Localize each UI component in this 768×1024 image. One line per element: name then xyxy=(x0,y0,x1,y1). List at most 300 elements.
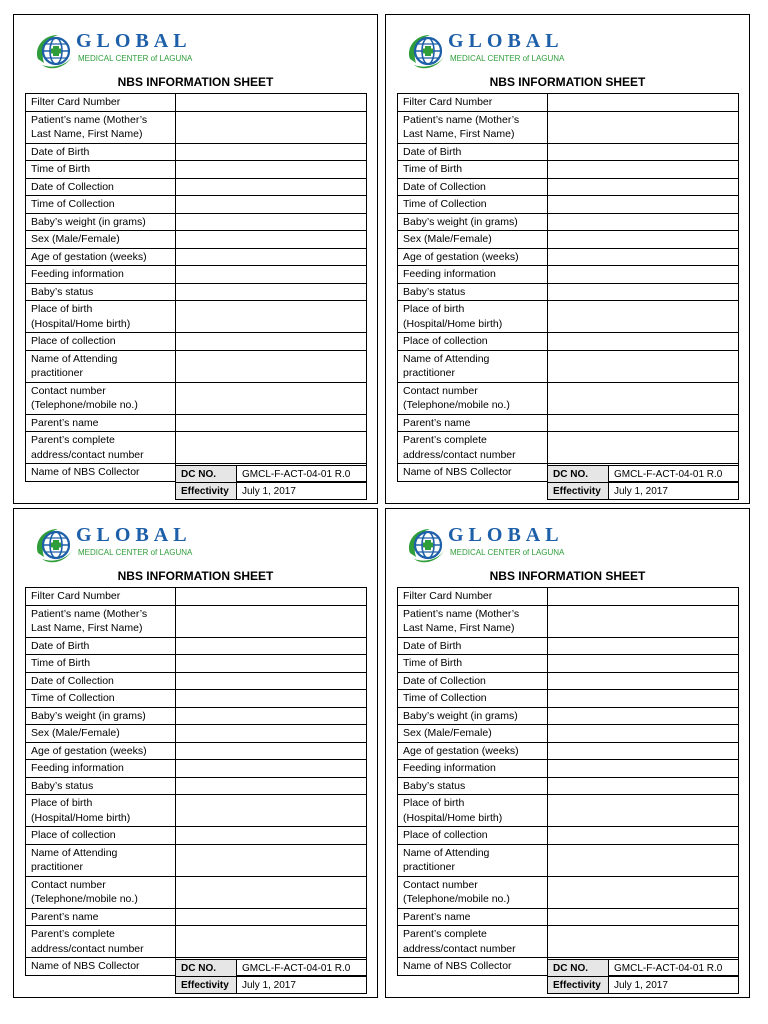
effectivity-value: July 1, 2017 xyxy=(237,483,367,500)
field-value-cell[interactable] xyxy=(175,111,366,143)
field-value-cell[interactable] xyxy=(175,795,366,827)
field-value-cell[interactable] xyxy=(175,655,366,673)
globe-logo-icon xyxy=(32,523,76,567)
field-value-cell[interactable] xyxy=(175,301,366,333)
doc-control-table xyxy=(547,959,739,994)
form-row xyxy=(398,655,739,673)
field-value-cell[interactable] xyxy=(547,908,738,926)
form-row xyxy=(26,266,367,284)
field-label xyxy=(26,958,176,976)
form-row xyxy=(26,588,367,606)
field-value-cell[interactable] xyxy=(175,283,366,301)
field-value-cell[interactable] xyxy=(547,143,738,161)
field-label-line: Last Name, First Name) xyxy=(403,622,515,634)
field-label-line: Contact number xyxy=(403,384,478,397)
field-label-line: (Telephone/mobile no.) xyxy=(403,893,510,905)
field-value-cell[interactable] xyxy=(547,350,738,382)
card-1 xyxy=(13,14,378,504)
field-label-line: Baby’s weight (in grams) xyxy=(403,709,518,722)
form-row xyxy=(398,432,739,464)
logo-name: GLOBAL xyxy=(76,30,192,52)
field-label-line: Time of Birth xyxy=(31,163,91,175)
field-value-cell[interactable] xyxy=(175,143,366,161)
field-value-cell[interactable] xyxy=(547,231,738,249)
field-label-line: practitioner xyxy=(31,367,83,379)
form-row xyxy=(26,161,367,179)
field-label-line: Sex (Male/Female) xyxy=(403,233,492,245)
field-value-cell[interactable] xyxy=(547,196,738,214)
field-value-cell[interactable] xyxy=(175,94,366,112)
form-row xyxy=(398,827,739,845)
form-row xyxy=(398,333,739,351)
logo-subtitle: MEDICAL CENTER of LAGUNA xyxy=(450,548,565,557)
field-label-line: Age of gestation (weeks) xyxy=(31,250,147,263)
field-label-line: Baby’s weight (in grams) xyxy=(31,709,146,722)
field-value-cell[interactable] xyxy=(175,926,366,958)
field-label xyxy=(26,432,176,464)
form-row xyxy=(398,266,739,284)
card-3 xyxy=(13,508,378,998)
form-row xyxy=(398,283,739,301)
field-label xyxy=(398,213,548,231)
field-label-line: (Telephone/mobile no.) xyxy=(31,399,138,411)
card-4 xyxy=(385,508,750,998)
field-label-line: Filter Card Number xyxy=(403,96,493,108)
form-row xyxy=(26,432,367,464)
field-label-line: Contact number xyxy=(31,878,106,891)
field-value-cell[interactable] xyxy=(547,637,738,655)
field-label xyxy=(26,672,176,690)
field-label xyxy=(398,637,548,655)
field-label-line: Place of collection xyxy=(31,829,116,841)
field-label-line: Name of Attending xyxy=(403,846,490,859)
field-label-line: practitioner xyxy=(31,861,83,873)
form-row xyxy=(26,248,367,266)
globe-logo-icon xyxy=(404,29,448,73)
field-label-line: Baby’s weight (in grams) xyxy=(403,215,518,228)
field-value-cell[interactable] xyxy=(547,777,738,795)
field-value-cell[interactable] xyxy=(175,432,366,464)
field-label-line: Patient’s name (Mother’s xyxy=(403,113,520,126)
field-label-line: Date of Birth xyxy=(31,639,90,652)
effectivity-row xyxy=(176,977,367,994)
field-label-line: Date of Collection xyxy=(403,180,486,193)
field-label xyxy=(26,248,176,266)
field-label-line: practitioner xyxy=(403,861,455,873)
field-label-line: Parent’s name xyxy=(31,416,99,429)
field-label-line: Feeding information xyxy=(31,268,124,280)
dc-no-value: GMCL-F-ACT-04-01 R.0 xyxy=(609,960,739,977)
form-row xyxy=(398,690,739,708)
field-label xyxy=(398,301,548,333)
form-row xyxy=(26,844,367,876)
form-row xyxy=(26,350,367,382)
field-value-cell[interactable] xyxy=(175,760,366,778)
form-row xyxy=(26,876,367,908)
logo xyxy=(404,523,574,569)
form-row xyxy=(398,231,739,249)
field-value-cell[interactable] xyxy=(175,742,366,760)
doc-control-table xyxy=(175,959,367,994)
form-row xyxy=(26,213,367,231)
form-row xyxy=(26,655,367,673)
field-label xyxy=(26,161,176,179)
field-label xyxy=(26,178,176,196)
field-label xyxy=(26,637,176,655)
field-label xyxy=(26,333,176,351)
field-label xyxy=(26,231,176,249)
field-label-line: Contact number xyxy=(31,384,106,397)
field-label-line: address/contact number xyxy=(403,942,516,955)
field-label-line: Parent’s complete xyxy=(403,928,487,940)
dc-no-label: DC NO. xyxy=(548,960,609,977)
field-value-cell[interactable] xyxy=(175,350,366,382)
form-row xyxy=(26,690,367,708)
dc-row xyxy=(548,960,739,977)
field-label xyxy=(26,111,176,143)
field-value-cell[interactable] xyxy=(175,827,366,845)
field-label xyxy=(26,760,176,778)
field-label xyxy=(398,742,548,760)
dc-row xyxy=(548,466,739,483)
form-row xyxy=(26,196,367,214)
field-value-cell[interactable] xyxy=(175,213,366,231)
effectivity-value: July 1, 2017 xyxy=(609,977,739,994)
field-label-line: Baby’s status xyxy=(31,285,94,298)
field-label-line: Patient’s name (Mother’s xyxy=(31,113,148,126)
form-row xyxy=(398,301,739,333)
field-value-cell[interactable] xyxy=(547,876,738,908)
field-label xyxy=(26,414,176,432)
field-label xyxy=(398,464,548,482)
field-label xyxy=(398,333,548,351)
field-label-line: Baby’s weight (in grams) xyxy=(31,215,146,228)
field-value-cell[interactable] xyxy=(547,655,738,673)
field-value-cell[interactable] xyxy=(175,178,366,196)
form-row xyxy=(398,350,739,382)
field-value-cell[interactable] xyxy=(547,707,738,725)
field-label-line: Last Name, First Name) xyxy=(31,128,143,140)
field-value-cell[interactable] xyxy=(175,588,366,606)
field-value-cell[interactable] xyxy=(547,333,738,351)
info-form-table xyxy=(397,587,739,976)
field-value-cell[interactable] xyxy=(547,926,738,958)
field-label xyxy=(398,111,548,143)
field-label xyxy=(398,178,548,196)
form-row xyxy=(398,588,739,606)
dc-no-label: DC NO. xyxy=(176,960,237,977)
field-label-line: Time of Birth xyxy=(403,657,463,669)
info-form-table xyxy=(25,93,367,482)
logo-subtitle: MEDICAL CENTER of LAGUNA xyxy=(78,548,193,557)
field-value-cell[interactable] xyxy=(547,588,738,606)
field-label-line: Sex (Male/Female) xyxy=(31,233,120,245)
field-label-line: Date of Birth xyxy=(31,145,90,158)
field-label xyxy=(398,605,548,637)
sheet-title: NBS INFORMATION SHEET xyxy=(117,75,274,89)
card-2 xyxy=(385,14,750,504)
field-label xyxy=(398,350,548,382)
field-label-line: Patient’s name (Mother’s xyxy=(403,607,520,620)
field-label-line: Last Name, First Name) xyxy=(403,128,515,140)
field-label-line: Place of collection xyxy=(31,335,116,347)
field-label-line: Parent’s complete xyxy=(31,434,115,446)
field-label-line: address/contact number xyxy=(31,448,144,461)
field-label-line: Place of birth xyxy=(403,797,465,809)
field-label xyxy=(26,827,176,845)
logo xyxy=(32,523,202,569)
field-value-cell[interactable] xyxy=(547,432,738,464)
form-row xyxy=(26,707,367,725)
field-label-line: address/contact number xyxy=(31,942,144,955)
field-label xyxy=(398,760,548,778)
field-label-line: Parent’s name xyxy=(403,416,471,429)
field-label-line: Place of birth xyxy=(31,303,93,315)
field-label xyxy=(398,283,548,301)
form-row xyxy=(26,926,367,958)
field-value-cell[interactable] xyxy=(175,414,366,432)
form-row xyxy=(26,178,367,196)
form-row xyxy=(26,231,367,249)
field-label-line: Age of gestation (weeks) xyxy=(31,744,147,757)
field-value-cell[interactable] xyxy=(175,844,366,876)
field-label-line: Patient’s name (Mother’s xyxy=(31,607,148,620)
field-label xyxy=(26,382,176,414)
form-row xyxy=(398,844,739,876)
field-label-line: Baby’s status xyxy=(31,779,94,792)
dc-no-label: DC NO. xyxy=(548,466,609,483)
field-label xyxy=(398,908,548,926)
field-label xyxy=(398,777,548,795)
field-value-cell[interactable] xyxy=(547,414,738,432)
field-value-cell[interactable] xyxy=(175,605,366,637)
form-row xyxy=(26,143,367,161)
field-label-line: Last Name, First Name) xyxy=(31,622,143,634)
field-label xyxy=(26,690,176,708)
field-value-cell[interactable] xyxy=(547,161,738,179)
form-row xyxy=(26,725,367,743)
field-value-cell[interactable] xyxy=(547,605,738,637)
logo-name: GLOBAL xyxy=(448,30,564,52)
field-label xyxy=(26,707,176,725)
field-value-cell[interactable] xyxy=(547,178,738,196)
field-label xyxy=(26,196,176,214)
effectivity-value: July 1, 2017 xyxy=(237,977,367,994)
form-row xyxy=(398,161,739,179)
field-label-line: (Hospital/Home birth) xyxy=(403,317,503,330)
form-row xyxy=(398,178,739,196)
field-value-cell[interactable] xyxy=(175,908,366,926)
field-label-line: Contact number xyxy=(403,878,478,891)
doc-control-table xyxy=(547,465,739,500)
field-label xyxy=(398,876,548,908)
field-value-cell[interactable] xyxy=(547,795,738,827)
effectivity-label: Effectivity xyxy=(176,483,237,500)
field-label-line: Name of Attending xyxy=(31,352,118,365)
field-label xyxy=(398,958,548,976)
field-label-line: Place of collection xyxy=(403,829,488,841)
field-value-cell[interactable] xyxy=(547,283,738,301)
form-row xyxy=(398,414,739,432)
form-row xyxy=(398,248,739,266)
field-label xyxy=(26,725,176,743)
field-label-line: Time of Collection xyxy=(31,198,115,210)
field-label-line: Filter Card Number xyxy=(403,590,493,602)
field-value-cell[interactable] xyxy=(175,231,366,249)
field-label xyxy=(26,301,176,333)
field-value-cell[interactable] xyxy=(547,301,738,333)
field-value-cell[interactable] xyxy=(175,333,366,351)
field-label xyxy=(398,382,548,414)
form-row xyxy=(398,213,739,231)
field-label xyxy=(398,231,548,249)
field-value-cell[interactable] xyxy=(175,876,366,908)
field-label xyxy=(398,248,548,266)
field-label-line: Place of birth xyxy=(403,303,465,315)
field-value-cell[interactable] xyxy=(175,637,366,655)
field-value-cell[interactable] xyxy=(547,248,738,266)
effectivity-value: July 1, 2017 xyxy=(609,483,739,500)
doc-control-table xyxy=(175,465,367,500)
field-label-line: Time of Collection xyxy=(403,198,487,210)
dc-no-label: DC NO. xyxy=(176,466,237,483)
field-label xyxy=(26,266,176,284)
field-label xyxy=(26,213,176,231)
field-value-cell[interactable] xyxy=(175,266,366,284)
field-value-cell[interactable] xyxy=(547,742,738,760)
field-label-line: Time of Birth xyxy=(403,163,463,175)
effectivity-label: Effectivity xyxy=(548,977,609,994)
field-label xyxy=(398,795,548,827)
form-row xyxy=(398,111,739,143)
field-label xyxy=(398,690,548,708)
form-row xyxy=(398,707,739,725)
field-value-cell[interactable] xyxy=(547,94,738,112)
field-label-line: Time of Collection xyxy=(31,692,115,704)
field-label-line: Place of collection xyxy=(403,335,488,347)
dc-no-value: GMCL-F-ACT-04-01 R.0 xyxy=(237,466,367,483)
field-label-line: Filter Card Number xyxy=(31,590,121,602)
field-label xyxy=(398,827,548,845)
dc-row xyxy=(176,960,367,977)
form-row xyxy=(26,827,367,845)
form-row xyxy=(26,301,367,333)
field-label xyxy=(398,725,548,743)
form-row xyxy=(26,908,367,926)
logo-name: GLOBAL xyxy=(448,524,564,546)
field-label-line: Feeding information xyxy=(403,268,496,280)
field-label xyxy=(398,588,548,606)
field-label-line: Sex (Male/Female) xyxy=(31,727,120,739)
field-label xyxy=(398,707,548,725)
field-label xyxy=(26,605,176,637)
field-label xyxy=(26,777,176,795)
field-label-line: Date of Collection xyxy=(31,180,114,193)
form-row xyxy=(398,926,739,958)
field-value-cell[interactable] xyxy=(547,844,738,876)
form-row xyxy=(398,382,739,414)
field-label-line: Name of Attending xyxy=(403,352,490,365)
form-row xyxy=(398,795,739,827)
field-label-line: Place of birth xyxy=(31,797,93,809)
globe-logo-icon xyxy=(32,29,76,73)
field-label xyxy=(398,414,548,432)
form-row xyxy=(26,382,367,414)
field-value-cell[interactable] xyxy=(547,760,738,778)
field-value-cell[interactable] xyxy=(175,672,366,690)
field-label-line: Feeding information xyxy=(31,762,124,774)
field-label-line: practitioner xyxy=(403,367,455,379)
effectivity-label: Effectivity xyxy=(176,977,237,994)
field-value-cell[interactable] xyxy=(547,690,738,708)
field-value-cell[interactable] xyxy=(175,196,366,214)
field-value-cell[interactable] xyxy=(547,725,738,743)
field-label xyxy=(26,283,176,301)
info-form-table xyxy=(25,587,367,976)
dc-row xyxy=(176,466,367,483)
sheet-title: NBS INFORMATION SHEET xyxy=(117,569,274,583)
form-row xyxy=(26,672,367,690)
form-row xyxy=(26,94,367,112)
form-row xyxy=(398,196,739,214)
form-row xyxy=(398,605,739,637)
field-value-cell[interactable] xyxy=(547,266,738,284)
form-row xyxy=(398,725,739,743)
field-value-cell[interactable] xyxy=(547,111,738,143)
logo xyxy=(32,29,202,75)
dc-no-value: GMCL-F-ACT-04-01 R.0 xyxy=(609,466,739,483)
field-label-line: Age of gestation (weeks) xyxy=(403,250,519,263)
field-value-cell[interactable] xyxy=(175,690,366,708)
field-label xyxy=(26,588,176,606)
field-value-cell[interactable] xyxy=(175,725,366,743)
field-label-line: (Telephone/mobile no.) xyxy=(31,893,138,905)
logo-subtitle: MEDICAL CENTER of LAGUNA xyxy=(450,54,565,63)
field-label xyxy=(398,672,548,690)
field-value-cell[interactable] xyxy=(175,161,366,179)
field-label xyxy=(26,464,176,482)
form-row xyxy=(26,333,367,351)
info-form-table xyxy=(397,93,739,482)
form-row xyxy=(26,111,367,143)
field-value-cell[interactable] xyxy=(175,248,366,266)
field-label xyxy=(26,350,176,382)
field-value-cell[interactable] xyxy=(175,777,366,795)
field-label xyxy=(398,143,548,161)
field-value-cell[interactable] xyxy=(547,382,738,414)
form-row xyxy=(26,637,367,655)
field-label xyxy=(26,94,176,112)
form-row xyxy=(26,283,367,301)
field-label-line: Feeding information xyxy=(403,762,496,774)
form-row xyxy=(398,94,739,112)
field-label-line: Age of gestation (weeks) xyxy=(403,744,519,757)
field-value-cell[interactable] xyxy=(175,382,366,414)
field-label-line: (Hospital/Home birth) xyxy=(31,811,131,824)
field-label xyxy=(26,655,176,673)
field-label xyxy=(398,161,548,179)
field-value-cell[interactable] xyxy=(547,827,738,845)
globe-logo-icon xyxy=(404,523,448,567)
field-value-cell[interactable] xyxy=(547,213,738,231)
dc-no-value: GMCL-F-ACT-04-01 R.0 xyxy=(237,960,367,977)
form-row xyxy=(26,777,367,795)
field-label-line: Name of NBS Collector xyxy=(403,466,512,478)
field-label-line: Sex (Male/Female) xyxy=(403,727,492,739)
field-value-cell[interactable] xyxy=(175,707,366,725)
field-label-line: (Telephone/mobile no.) xyxy=(403,399,510,411)
field-value-cell[interactable] xyxy=(547,672,738,690)
